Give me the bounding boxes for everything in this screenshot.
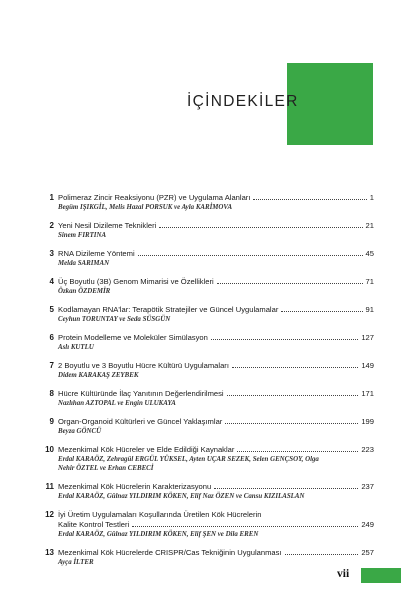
chapter-authors: Didem KARAKAŞ ZEYBEK: [58, 372, 139, 379]
chapter-page-number: 223: [361, 445, 374, 454]
chapter-number: 13: [45, 548, 54, 558]
chapter-number: 10: [45, 445, 54, 454]
dot-leader: [214, 488, 358, 489]
dot-leader: [232, 367, 358, 368]
toc-entry[interactable]: [40, 548, 374, 567]
chapter-page-number: 149: [361, 361, 374, 370]
chapter-authors: Ceyhun TORUNTAY ve Seda SÜSGÜN: [58, 316, 171, 323]
chapter-page-number: 257: [361, 548, 374, 558]
chapter-title: Organ-Organoid Kültürleri ve Güncel Yaklaşımlar: [58, 417, 223, 426]
chapter-authors: Özkan ÖZDEMİR: [58, 288, 111, 295]
chapter-title: Mezenkimal Kök Hücrelerde CRISPR/Cas Tekniğinin Uygulanması: [58, 548, 282, 558]
chapter-title: Mezenkimal Kök Hücreler ve Elde Edildiği Kaynaklar: [58, 445, 235, 454]
chapter-number: 11: [45, 482, 54, 492]
toc-entry[interactable]: [40, 445, 374, 473]
dot-leader: [225, 423, 358, 424]
chapter-page-number: 249: [361, 520, 374, 530]
chapter-number: 6: [49, 333, 54, 342]
chapter-title: Kalite Kontrol Testleri: [58, 520, 130, 530]
dot-leader: [281, 311, 362, 312]
chapter-authors: Erdal KARAÖZ, Gülnaz YILDIRIM KÖKEN, Elif Naz ÖZEN ve Cansu KIZILASLAN: [58, 493, 305, 501]
toc-entry[interactable]: [40, 249, 374, 268]
toc-entry[interactable]: [40, 510, 374, 539]
dot-leader: [217, 283, 363, 284]
chapter-number: 1: [49, 193, 54, 202]
chapter-page-number: 171: [361, 389, 374, 398]
chapter-number: 7: [49, 361, 54, 370]
dot-leader: [227, 395, 359, 396]
chapter-title: Protein Modelleme ve Moleküler Simülasyon: [58, 333, 208, 342]
chapter-page-number: 21: [365, 221, 374, 230]
chapter-authors: Nazlıhan AZTOPAL ve Engin ULUKAYA: [58, 400, 176, 407]
green-page-tab: [361, 568, 401, 583]
chapter-title: Üç Boyutlu (3B) Genom Mimarisi ve Özellikleri: [58, 277, 214, 286]
dot-leader: [253, 199, 366, 200]
dot-leader: [138, 255, 363, 256]
dot-leader: [132, 526, 358, 527]
chapter-title: Mezenkimal Kök Hücrelerin Karakterizasyonu: [58, 482, 212, 492]
toc-entry[interactable]: [40, 277, 374, 296]
chapter-number: 3: [49, 249, 54, 258]
toc-entry[interactable]: [40, 417, 374, 436]
chapter-title: 2 Boyutlu ve 3 Boyutlu Hücre Kültürü Uygulamaları: [58, 361, 229, 370]
page-title: İÇİNDEKİLER: [187, 93, 299, 110]
chapter-number: 2: [49, 221, 54, 230]
chapter-authors: Beyza GÖNCÜ: [58, 428, 102, 435]
toc-entry[interactable]: [40, 193, 374, 212]
chapter-authors: Nehir ÖZTEL ve Erhan CEBECİ: [58, 465, 154, 473]
toc-entry[interactable]: [40, 389, 374, 408]
dot-leader: [211, 339, 358, 340]
table-of-contents: [40, 193, 374, 576]
chapter-page-number: 91: [365, 305, 374, 314]
toc-entry[interactable]: [40, 333, 374, 352]
chapter-page-number: 45: [365, 249, 374, 258]
chapter-page-number: 71: [365, 277, 374, 286]
chapter-title: RNA Dizileme Yöntemi: [58, 249, 135, 258]
chapter-authors: Ayça İLTER: [58, 559, 94, 567]
chapter-authors: Melda SARIMAN: [58, 260, 110, 267]
chapter-title: Yeni Nesil Dizileme Teknikleri: [58, 221, 157, 230]
chapter-number: 8: [49, 389, 54, 398]
chapter-page-number: 199: [361, 417, 374, 426]
chapter-page-number: 237: [361, 482, 374, 492]
toc-entry[interactable]: [40, 361, 374, 380]
chapter-title: Hücre Kültüründe İlaç Yanıtının Değerlendirilmesi: [58, 389, 224, 398]
chapter-number: 4: [49, 277, 54, 286]
chapter-title: Polimeraz Zincir Reaksiyonu (PZR) ve Uygulama Alanları: [58, 193, 251, 202]
green-accent-block: [287, 63, 373, 145]
dot-leader: [285, 554, 359, 555]
chapter-authors: Erdal KARAÖZ, Gülnaz YILDIRIM KÖKEN, Elif ŞEN ve Dila EREN: [58, 531, 259, 539]
chapter-number: 5: [49, 305, 54, 314]
chapter-authors: Sinem FIRTINA: [58, 232, 107, 239]
chapter-authors: Aslı KUTLU: [58, 344, 94, 351]
chapter-page-number: 127: [361, 333, 374, 342]
chapter-title: İyi Üretim Uygulamaları Koşullarında Üretilen Kök Hücrelerin: [58, 510, 262, 520]
toc-entry[interactable]: [40, 482, 374, 501]
page-number: vii: [337, 568, 350, 580]
dot-leader: [237, 451, 358, 452]
chapter-page-number: 1: [369, 193, 374, 202]
toc-entry[interactable]: [40, 221, 374, 240]
chapter-authors: Begüm IŞIKGİL, Melis Hazal PORSUK ve Ayla KARİMOVA: [58, 204, 233, 211]
chapter-authors: Erdal KARAÖZ, Zehragül ERGÜL YÜKSEL, Ayten UÇAR SEZEK, Selen GENÇSOY, Olga: [58, 456, 319, 463]
chapter-number: 9: [49, 417, 54, 426]
chapter-number: 12: [45, 510, 54, 520]
dot-leader: [159, 227, 362, 228]
toc-entry[interactable]: [40, 305, 374, 324]
chapter-title: Kodlamayan RNA'lar: Terapötik Stratejiler ve Güncel Uygulamalar: [58, 305, 279, 314]
